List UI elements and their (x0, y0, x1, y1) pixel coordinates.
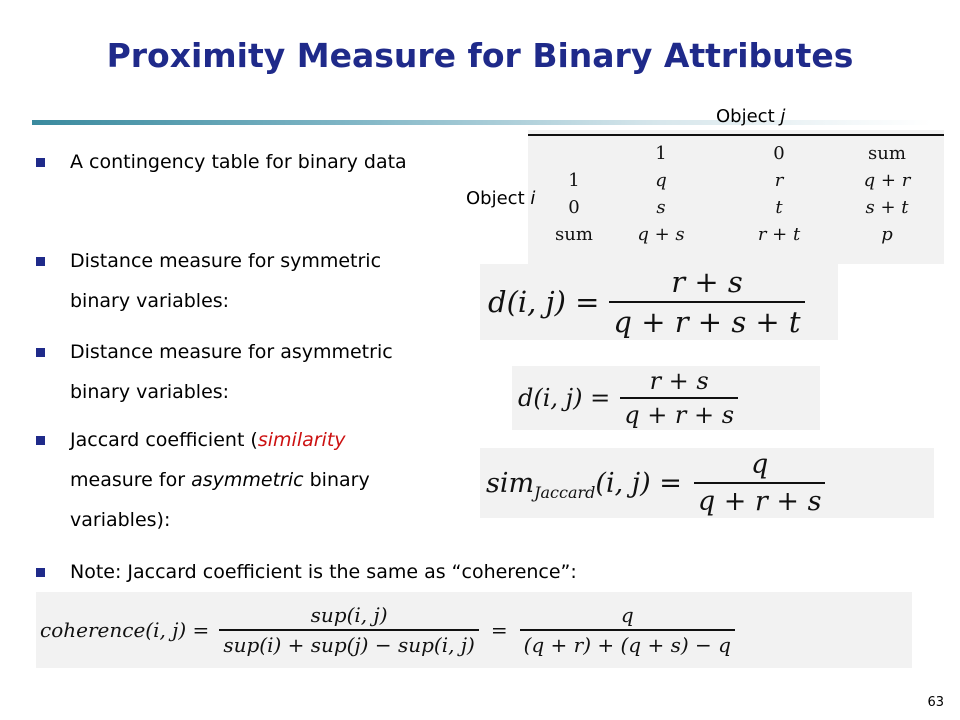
table-cell (546, 140, 602, 167)
table-header-row (546, 140, 936, 167)
table-cell: 0 (773, 143, 785, 164)
similarity-highlight: similarity (257, 429, 346, 451)
bullet-marker (36, 436, 45, 445)
formula-sim: sim (486, 467, 535, 499)
contingency-table-image (528, 130, 944, 264)
jaccard-formula (480, 448, 934, 518)
formula-subscript: Jaccard (534, 482, 596, 502)
bullet-jaccard-text: binary (303, 469, 370, 491)
contingency-table (546, 140, 936, 248)
object-j-text: Object (716, 106, 781, 127)
bullet-coherence-note: Note: Jaccard coefficient is the same as “coherence”: (70, 561, 577, 583)
bullet-marker (36, 348, 45, 357)
formula-numerator: q (751, 449, 769, 480)
bullet-jaccard-text: measure for (70, 469, 192, 491)
page-number: 63 (927, 695, 944, 710)
table-top-rule (528, 134, 944, 136)
asymmetric-emphasis: asymmetric (191, 469, 304, 491)
table-cell: s (656, 197, 666, 218)
formula-fraction (219, 603, 479, 657)
table-cell: q + s (637, 224, 685, 245)
table-cell: 1 (655, 143, 667, 164)
object-i-text: Object (466, 188, 531, 209)
fraction-bar (620, 397, 738, 399)
coherence-formula (36, 592, 912, 668)
table-row (546, 167, 936, 194)
formula-fraction (609, 265, 804, 339)
formula-lhs: d(i, j) = (518, 384, 611, 412)
object-i-label (466, 188, 535, 209)
formula-lhs: coherence(i, j) = (40, 618, 210, 642)
formula-equals: = (490, 618, 508, 642)
bullet-asymmetric-line2: binary variables: (70, 381, 230, 403)
formula-denominator: q + r + s (697, 486, 822, 517)
table-cell: r + t (757, 224, 801, 245)
formula-numerator: q (620, 603, 634, 627)
bullet-jaccard-line1 (70, 420, 346, 460)
formula-args: (i, j) = (595, 467, 682, 499)
bullet-jaccard-line2 (70, 460, 370, 500)
formula-denominator: q + r + s + t (613, 305, 801, 339)
table-cell: s + t (865, 197, 909, 218)
formula-fraction (520, 603, 735, 657)
fraction-bar (520, 629, 735, 631)
bullet-marker (36, 257, 45, 266)
symmetric-distance-formula (480, 264, 838, 340)
object-j-var: j (780, 106, 786, 127)
bullet-jaccard-text: Jaccard coefficient ( (70, 429, 258, 451)
formula-denominator: sup(i) + sup(j) − sup(i, j) (223, 633, 475, 657)
formula-fraction (620, 367, 738, 429)
bullet-contingency-table: A contingency table for binary data (70, 151, 407, 173)
bullet-jaccard-line3: variables): (70, 509, 171, 531)
bullet-marker (36, 158, 45, 167)
table-cell: sum (555, 224, 593, 245)
bullet-symmetric-line1: Distance measure for symmetric (70, 250, 382, 272)
table-row (546, 221, 936, 248)
object-j-label (716, 106, 785, 127)
formula-numerator: r + s (671, 265, 743, 299)
formula-fraction (694, 449, 826, 517)
bullet-asymmetric-line1: Distance measure for asymmetric (70, 341, 393, 363)
slide-title: Proximity Measure for Binary Attributes (106, 36, 854, 75)
table-row (546, 194, 936, 221)
fraction-bar (219, 629, 479, 631)
formula-numerator: r + s (649, 367, 709, 395)
formula-denominator: q + r + s (624, 401, 735, 429)
table-cell: sum (868, 143, 906, 164)
table-cell: r (774, 170, 784, 191)
formula-lhs: d(i, j) = (488, 285, 600, 319)
fraction-bar (694, 482, 826, 484)
table-cell: q + r (863, 170, 911, 191)
object-i-var: i (530, 188, 536, 209)
title-divider (32, 120, 932, 125)
formula-numerator: sup(i, j) (310, 603, 388, 627)
table-cell: t (775, 197, 783, 218)
bullet-symmetric-line2: binary variables: (70, 290, 230, 312)
table-cell: p (881, 224, 893, 245)
table-cell: 1 (568, 170, 580, 191)
table-cell: 0 (568, 197, 580, 218)
fraction-bar (609, 301, 804, 303)
asymmetric-distance-formula (512, 366, 820, 430)
bullet-marker (36, 568, 45, 577)
table-cell: q (655, 170, 667, 191)
formula-denominator: (q + r) + (q + s) − q (523, 633, 731, 657)
